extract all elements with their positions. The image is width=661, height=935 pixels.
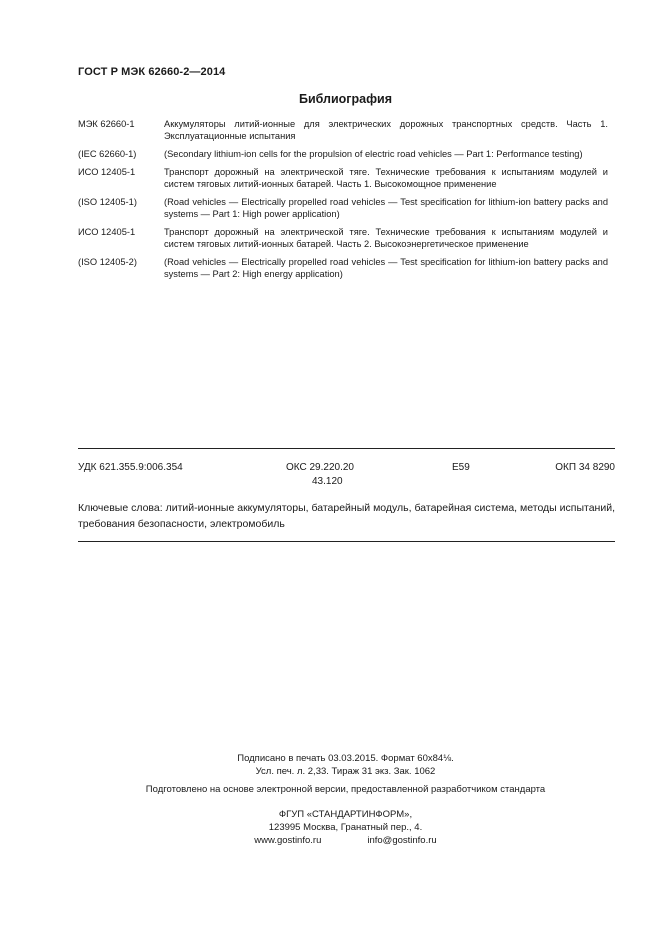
oks-code-line1: ОКС 29.220.20	[286, 462, 354, 473]
udk-code: УДК 621.355.9:006.354	[78, 462, 183, 473]
bibliography-entry	[78, 226, 608, 250]
bibliography-entry-text: Транспорт дорожный на электрической тяге. Технические требования к испытаниям модулей и систем тяговых литий-ионных батарей. Часть 2. Высокоэнергетическое применение	[164, 227, 608, 249]
email-link[interactable]: info@gostinfo.ru	[367, 835, 437, 846]
bibliography-entry-text: Аккумуляторы литий-ионные для электрических дорожных транспортных средств. Часть 1. Эксплуатационные испытания	[164, 119, 608, 141]
bibliography-entry-text: (Secondary lithium-ion cells for the propulsion of electric road vehicles — Part 1: Performance testing)	[164, 149, 583, 159]
print-details	[0, 752, 661, 778]
bibliography-entry-code: ИСО 12405-1	[78, 167, 136, 177]
bibliography-entry-code: (IEC 62660-1)	[78, 149, 137, 159]
oks-code	[286, 461, 354, 489]
bibliography-entry-code: ИСО 12405-1	[78, 227, 136, 237]
bibliography-entry-text: (Road vehicles — Electrically propelled road vehicles — Test specification for lithium-ion battery packs and systems — Part 1: High power application)	[164, 197, 608, 219]
bibliography-entry-code: МЭК 62660-1	[78, 119, 135, 129]
divider-top	[78, 448, 615, 449]
oks-code-line2: 43.120	[312, 476, 343, 487]
publisher-address: 123995 Москва, Гранатный пер., 4.	[268, 822, 423, 833]
bibliography-entry-code: (ISO 12405-1)	[78, 197, 137, 207]
bibliography-title: Библиография	[298, 92, 393, 106]
divider-bottom	[78, 541, 615, 542]
bibliography-entry-text: (Road vehicles — Electrically propelled road vehicles — Test specification for lithium-ion battery packs and systems — Part 2: High energy application)	[164, 257, 608, 279]
bibliography-entry	[78, 256, 608, 280]
prepared-note: Подготовлено на основе электронной версии, предоставленной разработчиком стандарта	[145, 784, 546, 795]
bibliography-entry-text: Транспорт дорожный на электрической тяге. Технические требования к испытаниям модулей и систем тяговых литий-ионных батарей. Часть 1. Высокомощное применение	[164, 167, 608, 189]
bibliography-entry	[78, 196, 608, 220]
signed-for-print-line: Подписано в печать 03.03.2015. Формат 60x84⅛.	[237, 753, 454, 764]
bibliography-entry	[78, 118, 608, 142]
standard-code-header: ГОСТ Р МЭК 62660-2—2014	[78, 66, 226, 78]
print-volume-line: Усл. печ. л. 2,33. Тираж 31 экз. Зак. 1062	[255, 766, 436, 777]
publisher-block	[0, 808, 661, 847]
website-link[interactable]: www.gostinfo.ru	[254, 835, 322, 846]
bibliography-list	[78, 118, 608, 286]
e-code: E59	[452, 462, 470, 473]
keywords-paragraph: Ключевые слова: литий-ионные аккумуляторы, батарейный модуль, батарейная система, методы испытаний, требования безопасности, электромобиль	[78, 502, 615, 530]
bibliography-entry-code: (ISO 12405-2)	[78, 257, 137, 267]
okp-code: ОКП 34 8290	[555, 462, 615, 473]
bibliography-entry	[78, 166, 608, 190]
publisher-contacts	[30, 834, 661, 847]
publisher-name: ФГУП «СТАНДАРТИНФОРМ»,	[278, 809, 413, 820]
bibliography-entry	[78, 148, 608, 160]
